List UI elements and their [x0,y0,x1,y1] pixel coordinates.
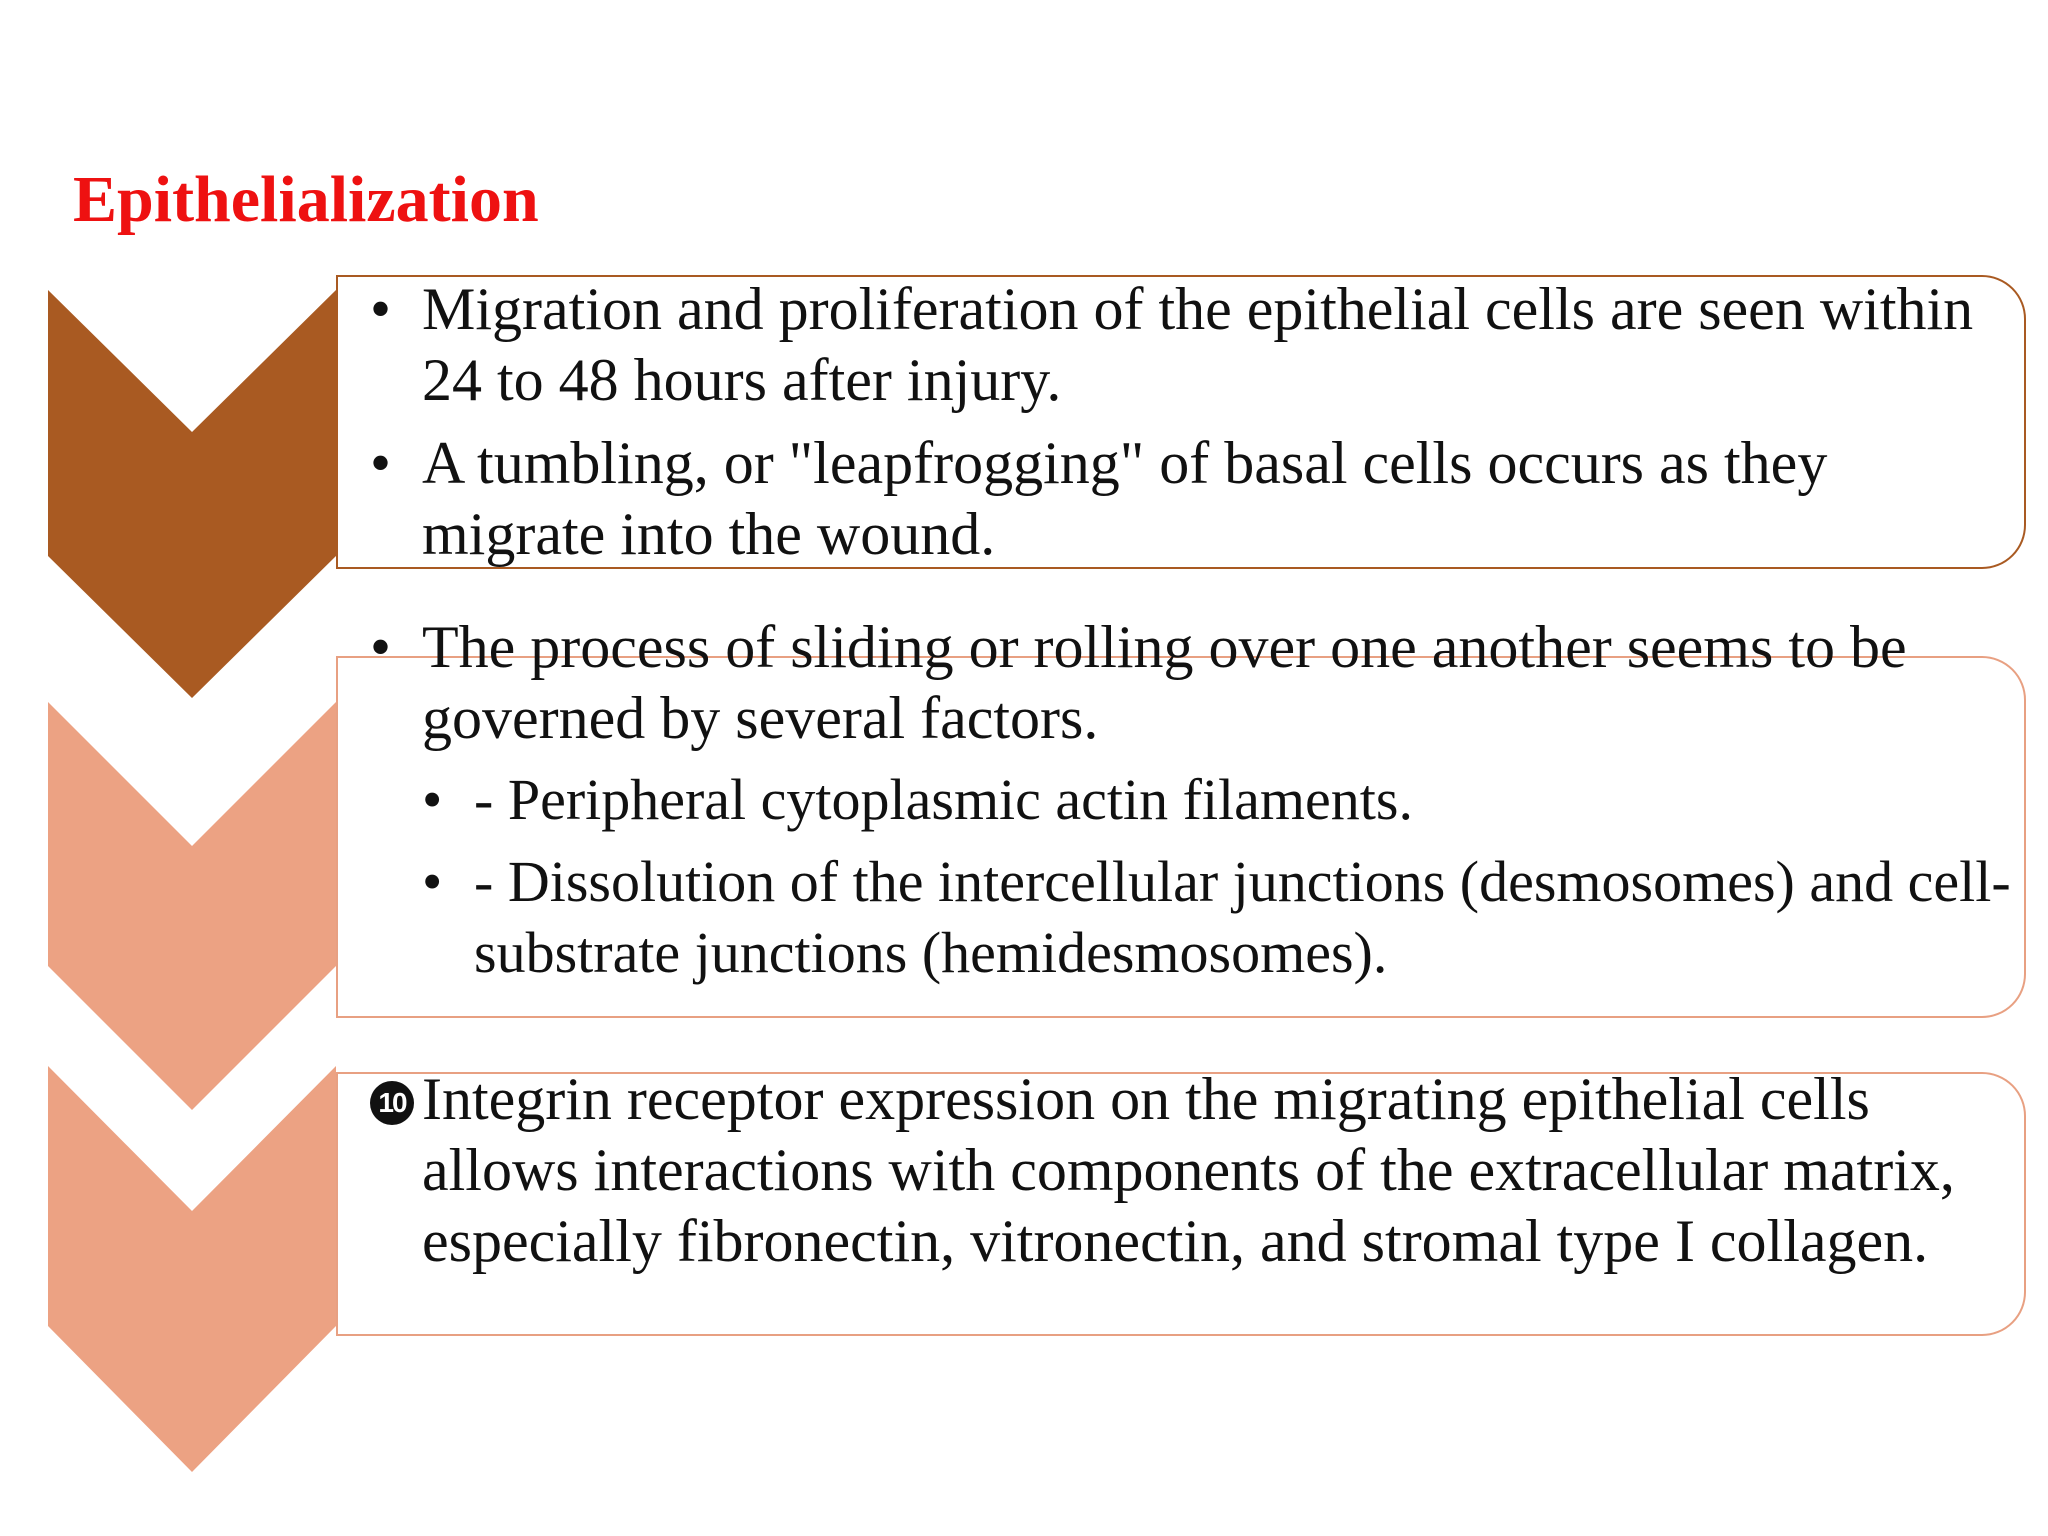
bullet-dot-icon: • [370,614,392,680]
bullet-dot-icon: • [370,276,392,342]
bullet-item [370,274,2022,416]
sub-bullet-item [422,764,2024,835]
number-ten-icon: 10 [370,1081,414,1125]
sub-bullet-item [422,846,2024,988]
bullet-item [378,1064,2022,1277]
bullet-text: Integrin receptor expression on the migrating epithelial cells allows interactions with components of the extracellular matrix, especially fibronectin, vitronectin, and stromal type I collagen. [422,1066,1955,1274]
sub-bullet-text: - Peripheral cytoplasmic actin filaments. [474,767,1413,832]
slide-title: Epithelialization [73,163,539,236]
chevron-step-3 [48,290,336,698]
bullet-dot-icon: • [422,767,443,832]
chevron-step-1 [48,1066,336,1472]
sub-bullet-text: - Dissolution of the intercellular junctions (desmosomes) and cell-substrate junctions (hemidesmosomes). [474,849,2011,985]
chevron-step-2 [48,702,336,1110]
bullet-text: Migration and proliferation of the epithelial cells are seen within 24 to 48 hours after injury. [422,276,1974,413]
bullet-text: The process of sliding or rolling over one another seems to be governed by several factors. [422,614,1907,751]
bullet-dot-icon: • [370,430,392,496]
bullet-text: A tumbling, or "leapfrogging" of basal cells occurs as they migrate into the wound. [422,430,1828,567]
bullet-item [370,428,2022,570]
bullet-dot-icon: • [422,849,443,914]
bullet-item [370,612,2022,754]
